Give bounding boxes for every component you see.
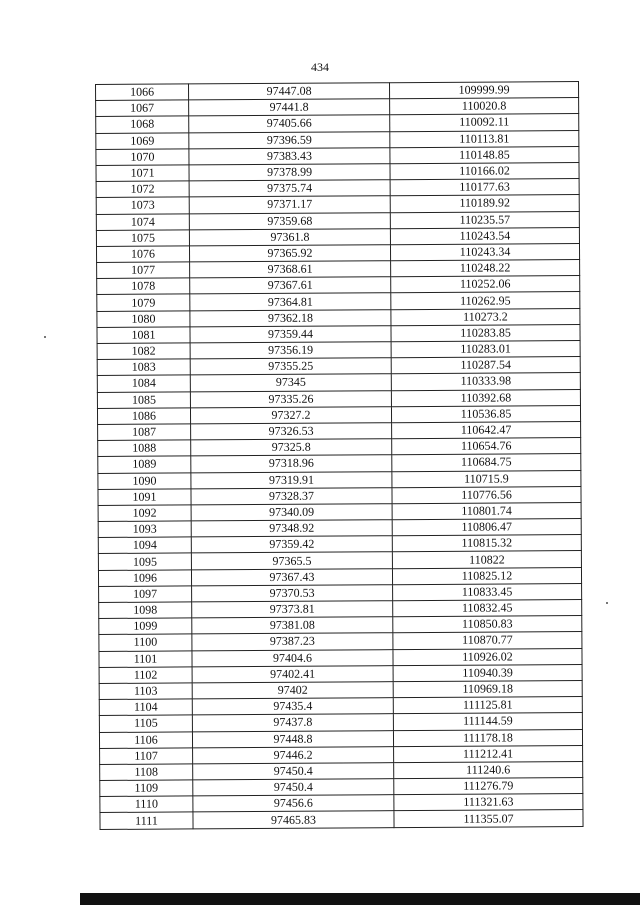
y-coordinate-cell: 110248.22 xyxy=(391,260,580,277)
x-coordinate-cell: 97370.53 xyxy=(192,585,393,602)
x-coordinate-cell: 97402 xyxy=(192,682,393,699)
x-coordinate-cell: 97456.6 xyxy=(193,795,394,812)
point-number-cell: 1109 xyxy=(100,780,193,797)
x-coordinate-cell: 97356.19 xyxy=(190,342,391,359)
x-coordinate-cell: 97446.2 xyxy=(193,746,394,763)
point-number-cell: 1096 xyxy=(98,570,191,587)
point-number-cell: 1078 xyxy=(97,278,190,295)
x-coordinate-cell: 97371.17 xyxy=(189,196,390,213)
y-coordinate-cell: 110806.47 xyxy=(392,519,581,536)
x-coordinate-cell: 97359.42 xyxy=(191,536,392,553)
y-coordinate-cell: 110113.81 xyxy=(390,130,579,147)
point-number-cell: 1088 xyxy=(98,440,191,457)
point-number-cell: 1092 xyxy=(98,505,191,522)
point-number-cell: 1091 xyxy=(98,489,191,506)
scan-speck xyxy=(606,602,608,604)
y-coordinate-cell: 110776.56 xyxy=(392,486,581,503)
point-number-cell: 1087 xyxy=(98,424,191,441)
point-number-cell: 1066 xyxy=(96,84,189,101)
point-number-cell: 1090 xyxy=(98,472,191,489)
point-number-cell: 1086 xyxy=(97,408,190,425)
y-coordinate-cell: 111240.6 xyxy=(394,761,583,778)
y-coordinate-cell: 111355.07 xyxy=(394,810,583,827)
point-number-cell: 1108 xyxy=(100,764,193,781)
y-coordinate-cell: 110870.77 xyxy=(393,632,582,649)
point-number-cell: 1085 xyxy=(97,391,190,408)
y-coordinate-cell: 110020.8 xyxy=(390,98,579,115)
coordinate-table-container xyxy=(95,81,592,830)
point-number-cell: 1070 xyxy=(96,149,189,166)
y-coordinate-cell: 110333.98 xyxy=(391,373,580,390)
point-number-cell: 1097 xyxy=(99,586,192,603)
x-coordinate-cell: 97465.83 xyxy=(193,811,394,828)
y-coordinate-cell: 110815.32 xyxy=(392,535,581,552)
y-coordinate-cell: 110850.83 xyxy=(393,616,582,633)
y-coordinate-cell: 110092.11 xyxy=(390,114,579,131)
x-coordinate-cell: 97318.96 xyxy=(191,455,392,472)
x-coordinate-cell: 97435.4 xyxy=(192,698,393,715)
x-coordinate-cell: 97405.66 xyxy=(189,115,390,132)
y-coordinate-cell: 110940.39 xyxy=(393,664,582,681)
x-coordinate-cell: 97373.81 xyxy=(192,601,393,618)
x-coordinate-cell: 97361.8 xyxy=(189,228,390,245)
y-coordinate-cell: 110684.75 xyxy=(392,454,581,471)
x-coordinate-cell: 97362.18 xyxy=(190,309,391,326)
y-coordinate-cell: 111144.59 xyxy=(393,713,582,730)
point-number-cell: 1073 xyxy=(96,197,189,214)
point-number-cell: 1100 xyxy=(99,634,192,651)
y-coordinate-cell: 110287.54 xyxy=(391,357,580,374)
coordinate-table-body xyxy=(96,82,584,830)
x-coordinate-cell: 97355.25 xyxy=(190,358,391,375)
point-number-cell: 1102 xyxy=(99,667,192,684)
y-coordinate-cell: 109999.99 xyxy=(389,82,578,99)
point-number-cell: 1076 xyxy=(96,246,189,263)
x-coordinate-cell: 97450.4 xyxy=(193,763,394,780)
y-coordinate-cell: 110283.01 xyxy=(391,341,580,358)
y-coordinate-cell: 110177.63 xyxy=(390,179,579,196)
y-coordinate-cell: 111178.18 xyxy=(393,729,582,746)
x-coordinate-cell: 97368.61 xyxy=(190,261,391,278)
point-number-cell: 1071 xyxy=(96,165,189,182)
x-coordinate-cell: 97378.99 xyxy=(189,164,390,181)
x-coordinate-cell: 97359.68 xyxy=(189,212,390,229)
y-coordinate-cell: 111276.79 xyxy=(394,778,583,795)
x-coordinate-cell: 97365.92 xyxy=(189,245,390,262)
y-coordinate-cell: 111321.63 xyxy=(394,794,583,811)
point-number-cell: 1094 xyxy=(98,537,191,554)
y-coordinate-cell: 110833.45 xyxy=(393,583,582,600)
y-coordinate-cell: 110148.85 xyxy=(390,146,579,163)
point-number-cell: 1068 xyxy=(96,116,189,133)
y-coordinate-cell: 110801.74 xyxy=(392,502,581,519)
x-coordinate-cell: 97325.8 xyxy=(191,439,392,456)
y-coordinate-cell: 110715.9 xyxy=(392,470,581,487)
y-coordinate-cell: 110642.47 xyxy=(392,421,581,438)
y-coordinate-cell: 110392.68 xyxy=(391,389,580,406)
scan-bottom-edge xyxy=(80,893,640,905)
y-coordinate-cell: 110825.12 xyxy=(392,567,581,584)
x-coordinate-cell: 97328.37 xyxy=(191,487,392,504)
x-coordinate-cell: 97326.53 xyxy=(191,423,392,440)
point-number-cell: 1072 xyxy=(96,181,189,198)
table-row xyxy=(100,810,583,829)
x-coordinate-cell: 97335.26 xyxy=(190,390,391,407)
x-coordinate-cell: 97448.8 xyxy=(192,730,393,747)
point-number-cell: 1098 xyxy=(99,602,192,619)
x-coordinate-cell: 97348.92 xyxy=(191,520,392,537)
page-number: 434 xyxy=(311,60,329,74)
point-number-cell: 1104 xyxy=(99,699,192,716)
point-number-cell: 1103 xyxy=(99,683,192,700)
point-number-cell: 1111 xyxy=(100,812,193,829)
y-coordinate-cell: 111212.41 xyxy=(394,745,583,762)
y-coordinate-cell: 110252.06 xyxy=(391,276,580,293)
x-coordinate-cell: 97365.5 xyxy=(191,552,392,569)
point-number-cell: 1107 xyxy=(100,748,193,765)
x-coordinate-cell: 97367.61 xyxy=(190,277,391,294)
y-coordinate-cell: 110166.02 xyxy=(390,162,579,179)
x-coordinate-cell: 97381.08 xyxy=(192,617,393,634)
y-coordinate-cell: 110654.76 xyxy=(392,438,581,455)
point-number-cell: 1080 xyxy=(97,311,190,328)
x-coordinate-cell: 97383.43 xyxy=(189,147,390,164)
point-number-cell: 1101 xyxy=(99,650,192,667)
x-coordinate-cell: 97364.81 xyxy=(190,293,391,310)
x-coordinate-cell: 97387.23 xyxy=(192,633,393,650)
y-coordinate-cell: 110235.57 xyxy=(390,211,579,228)
point-number-cell: 1110 xyxy=(100,796,193,813)
point-number-cell: 1105 xyxy=(99,715,192,732)
point-number-cell: 1074 xyxy=(96,213,189,230)
x-coordinate-cell: 97402.41 xyxy=(192,665,393,682)
x-coordinate-cell: 97404.6 xyxy=(192,649,393,666)
point-number-cell: 1089 xyxy=(98,456,191,473)
scan-speck xyxy=(44,336,46,338)
x-coordinate-cell: 97345 xyxy=(190,374,391,391)
point-number-cell: 1077 xyxy=(97,262,190,279)
x-coordinate-cell: 97396.59 xyxy=(189,131,390,148)
y-coordinate-cell: 110536.85 xyxy=(391,405,580,422)
point-number-cell: 1093 xyxy=(98,521,191,538)
x-coordinate-cell: 97319.91 xyxy=(191,471,392,488)
y-coordinate-cell: 110262.95 xyxy=(391,292,580,309)
x-coordinate-cell: 97367.43 xyxy=(191,568,392,585)
point-number-cell: 1075 xyxy=(96,230,189,247)
point-number-cell: 1079 xyxy=(97,294,190,311)
y-coordinate-cell: 110273.2 xyxy=(391,308,580,325)
point-number-cell: 1095 xyxy=(98,553,191,570)
y-coordinate-cell: 110832.45 xyxy=(393,600,582,617)
point-number-cell: 1082 xyxy=(97,343,190,360)
point-number-cell: 1069 xyxy=(96,132,189,149)
x-coordinate-cell: 97437.8 xyxy=(192,714,393,731)
y-coordinate-cell: 110243.54 xyxy=(390,227,579,244)
x-coordinate-cell: 97327.2 xyxy=(190,406,391,423)
x-coordinate-cell: 97340.09 xyxy=(191,504,392,521)
y-coordinate-cell: 110822 xyxy=(392,551,581,568)
y-coordinate-cell: 111125.81 xyxy=(393,697,582,714)
point-number-cell: 1067 xyxy=(96,100,189,117)
x-coordinate-cell: 97359.44 xyxy=(190,326,391,343)
y-coordinate-cell: 110283.85 xyxy=(391,324,580,341)
point-number-cell: 1084 xyxy=(97,375,190,392)
coordinate-table xyxy=(95,81,584,830)
point-number-cell: 1083 xyxy=(97,359,190,376)
point-number-cell: 1106 xyxy=(99,731,192,748)
x-coordinate-cell: 97375.74 xyxy=(189,180,390,197)
x-coordinate-cell: 97450.4 xyxy=(193,779,394,796)
y-coordinate-cell: 110243.34 xyxy=(390,243,579,260)
point-number-cell: 1081 xyxy=(97,327,190,344)
y-coordinate-cell: 110189.92 xyxy=(390,195,579,212)
x-coordinate-cell: 97447.08 xyxy=(189,83,390,100)
y-coordinate-cell: 110969.18 xyxy=(393,680,582,697)
x-coordinate-cell: 97441.8 xyxy=(189,99,390,116)
point-number-cell: 1099 xyxy=(99,618,192,635)
y-coordinate-cell: 110926.02 xyxy=(393,648,582,665)
